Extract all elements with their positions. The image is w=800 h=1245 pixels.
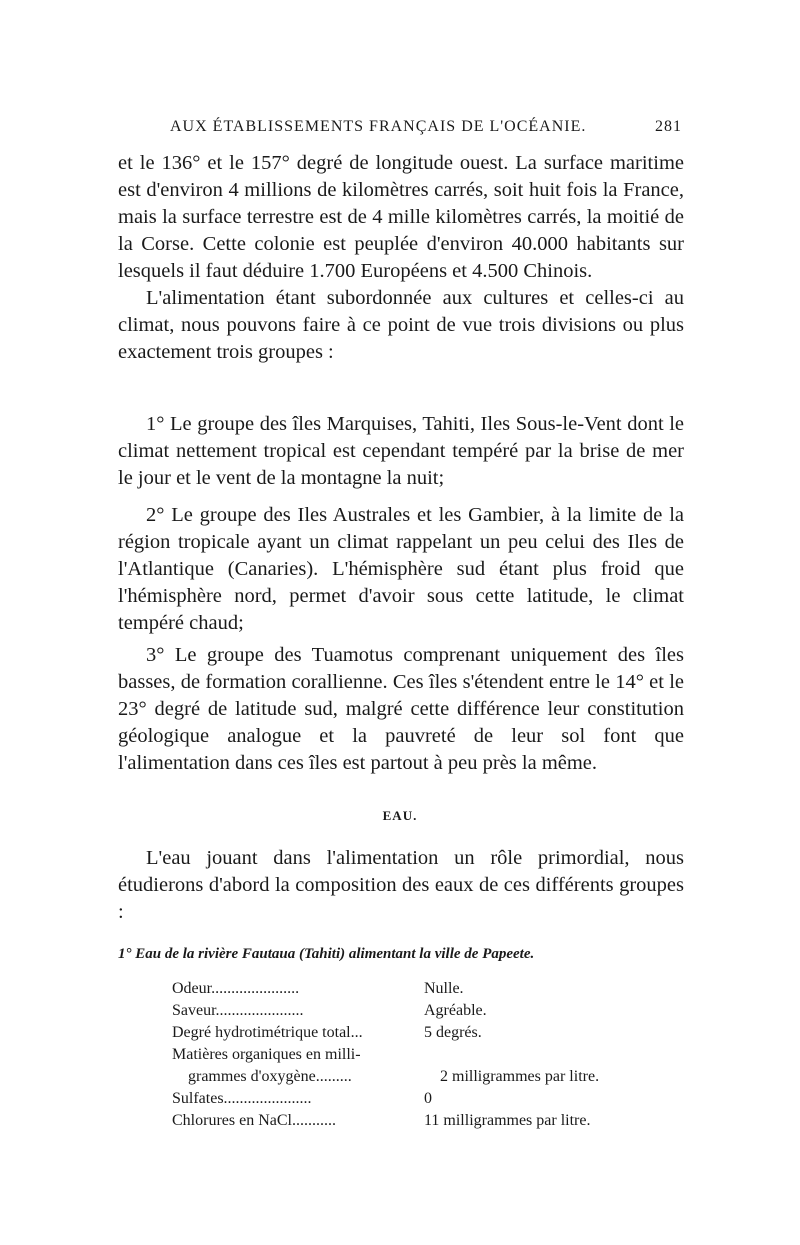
section-title: EAU. [382, 808, 418, 823]
analysis-label: Sulfates...................... [172, 1090, 312, 1107]
paragraph-population: et le 136° et le 157° degré de longitude ouest. La surface maritime est d'environ 4 millions de kilomètres carrés, soit huit fois la France, mais la surface terrestre est de 4 mille kilomètres carrés, la moitié de la Corse. Cette colonie est peuplée d'environ 40.000 habitants sur lesquels il faut déduire 1.700 Européens et 4.500 Chinois. [118, 152, 684, 282]
analysis-value: 11 milligrammes par litre. [424, 1112, 591, 1129]
analysis-label: Saveur...................... [172, 1002, 304, 1019]
analysis-row [172, 978, 672, 1000]
paragraph-divisions: L'alimentation étant subordonnée aux cultures et celles-ci au climat, nous pouvons faire à ce point de vue trois divisions ou plus exactement trois groupes : [118, 287, 684, 363]
analysis-row [172, 1044, 672, 1066]
analysis-label: Chlorures en NaCl........... [172, 1112, 336, 1129]
page-number: 281 [655, 118, 682, 135]
analysis-label: Degré hydrotimétrique total... [172, 1024, 363, 1041]
analysis-value: 2 milligrammes par litre. [440, 1068, 600, 1085]
analysis-row [172, 1088, 672, 1110]
analysis-value: Nulle. [424, 980, 464, 997]
analysis-label: Matières organiques en milli- [172, 1046, 361, 1063]
paragraph-group-3: 3° Le groupe des Tuamotus comprenant uniquement des îles basses, de formation corallienne. Ces îles s'étendent entre le 14° et le 23° degré de latitude sud, malgré cette différence leur constitution géologique analogue et la pauvreté de leur sol font que l'alimentation dans ces îles est partout à peu près la même. [118, 644, 684, 774]
analysis-value: 0 [424, 1090, 432, 1107]
page-header [170, 118, 682, 136]
analysis-row [172, 1066, 672, 1088]
analysis-value: 5 degrés. [424, 1024, 482, 1041]
intro-text-block [118, 150, 684, 366]
group-1-text [118, 411, 684, 492]
analysis-value: Agréable. [424, 1002, 487, 1019]
water-intro-text [118, 845, 684, 926]
paragraph-water: L'eau jouant dans l'alimentation un rôle primordial, nous étudierons d'abord la composition des eaux de ces différents groupes : [118, 847, 684, 923]
running-title: AUX ÉTABLISSEMENTS FRANÇAIS DE L'OCÉANIE. [170, 118, 587, 135]
analysis-row [172, 1022, 672, 1044]
group-3-text [118, 642, 684, 777]
water-analysis-table [172, 978, 672, 1132]
analysis-label: Odeur...................... [172, 980, 300, 997]
paragraph-group-1: 1° Le groupe des îles Marquises, Tahiti, Iles Sous-le-Vent dont le climat nettement tropical est cependant tempéré par la brise de mer le jour et le vent de la montagne la nuit; [118, 413, 684, 489]
analysis-row [172, 1000, 672, 1022]
analysis-label: grammes d'oxygène......... [188, 1068, 352, 1085]
water-sample-caption: 1° Eau de la rivière Fautaua (Tahiti) alimentant la ville de Papeete. [118, 946, 535, 962]
group-2-text [118, 502, 684, 637]
paragraph-group-2: 2° Le groupe des Iles Australes et les Gambier, à la limite de la région tropicale ayant un climat rappelant un peu celui des Iles de l'Atlantique (Canaries). L'hémisphère sud étant plus froid que l'hémisphère nord, permet d'avoir sous cette latitude, le climat tempéré chaud; [118, 504, 684, 634]
analysis-row [172, 1110, 672, 1132]
